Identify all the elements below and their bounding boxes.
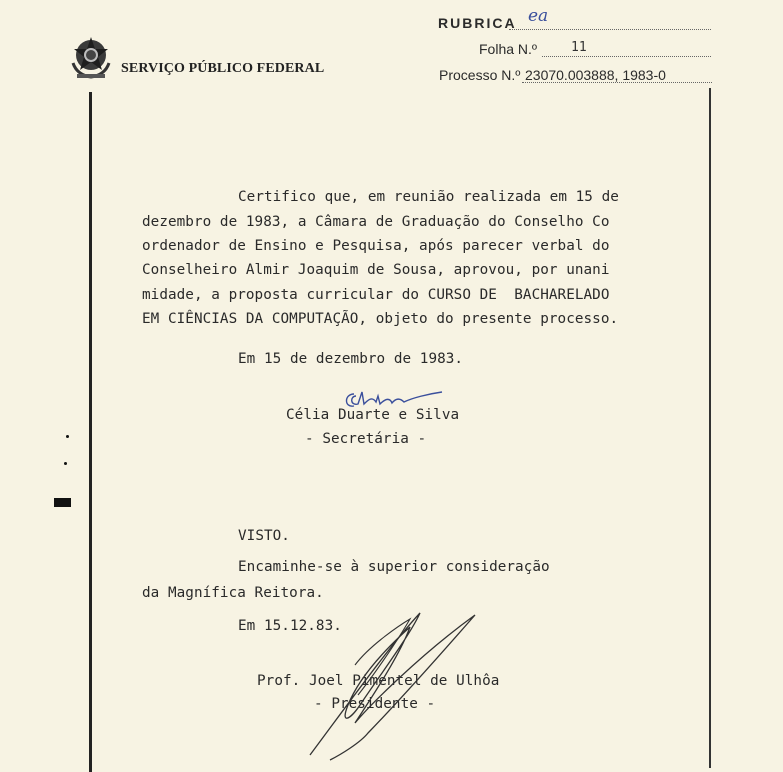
president-signature-icon [300,605,480,763]
scan-mark [54,498,71,507]
visto-line: Encaminhe-se à superior consideração [238,559,550,575]
scan-mark [66,435,69,438]
visto-date: Em 15.12.83. [238,618,342,634]
folha-line [542,56,711,57]
certificate-line: Conselheiro Almir Joaquim de Sousa, aprovou, por unani [142,262,610,278]
certificate-line: Certifico que, em reunião realizada em 15 de [238,189,619,205]
visto-line: da Magnífica Reitora. [142,585,324,601]
processo-label: Processo N.º [439,67,521,83]
organization-name: SERVIÇO PÚBLICO FEDERAL [121,61,325,76]
folha-number: 11 [571,40,587,55]
president-name: Prof. Joel Pimentel de Ulhôa [257,673,500,689]
processo-number: 23070.003888, 1983-0 [525,67,666,83]
folha-label: Folha N.º [479,41,538,57]
certificate-line: ordenador de Ensino e Pesquisa, após parecer verbal do [142,238,610,254]
certificate-line: midade, a proposta curricular do CURSO DE BACHARELADO [142,287,610,303]
coat-of-arms-icon [67,33,115,81]
secretary-name: Célia Duarte e Silva [286,407,460,423]
visto-heading: VISTO. [238,528,290,544]
frame-right-border [709,88,711,768]
president-role: - Presidente - [314,696,436,712]
certificate-date: Em 15 de dezembro de 1983. [238,351,464,367]
scan-mark [64,462,67,465]
rubrica-line [509,29,711,30]
frame-left-border [89,92,92,772]
secretary-role: - Secretária - [305,431,427,447]
rubrica-label: RUBRICA [438,15,517,31]
rubrica-initials: ea [528,6,549,26]
certificate-line: EM CIÊNCIAS DA COMPUTAÇÃO, objeto do presente processo. [142,311,619,327]
certificate-line: dezembro de 1983, a Câmara de Graduação do Conselho Co [142,214,610,230]
